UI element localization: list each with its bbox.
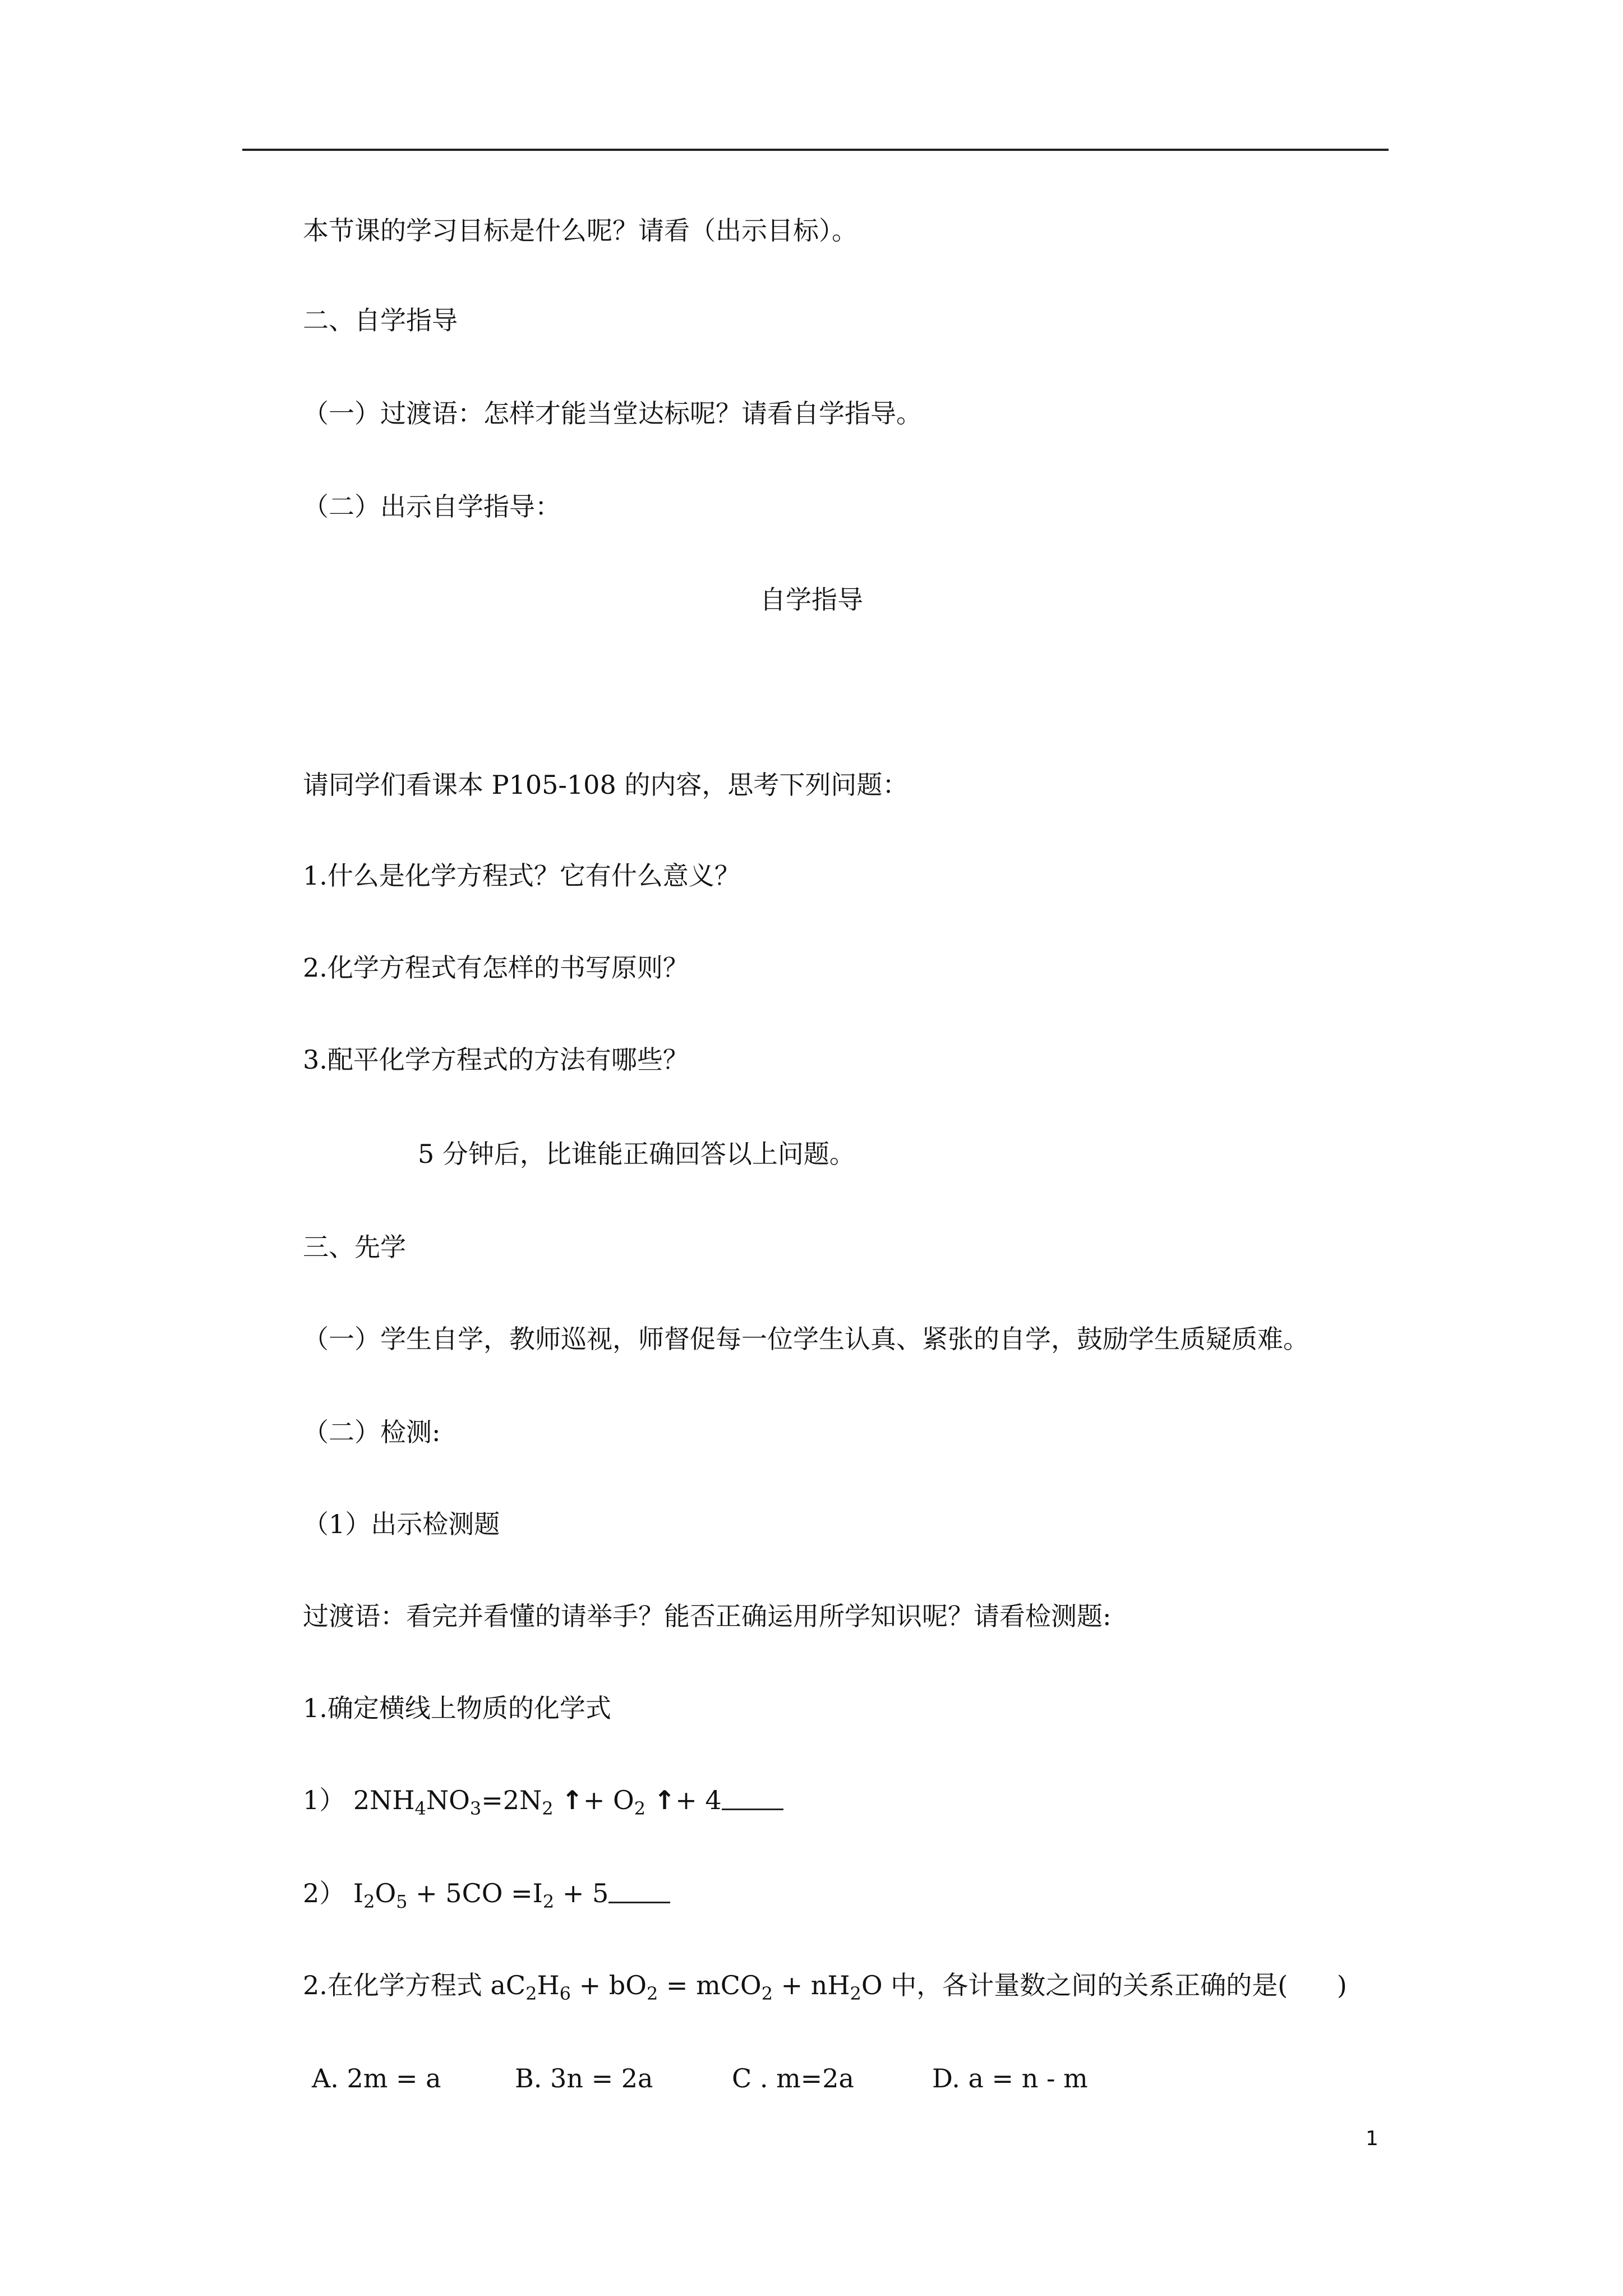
option-b: B. 3n = 2a [515, 2063, 653, 2093]
line-transition-1: （一）过渡语：怎样才能当堂达标呢？请看自学指导。 [303, 398, 922, 429]
exercise-2-question: 2.在化学方程式 $aC_2H_6 + bO_2 = mCO_2 + nH_2O$ 中，各计量数之间的关系正确的是( ) [303, 1970, 1347, 2004]
line-test: （二）检测: [303, 1417, 441, 1447]
guide-title: 自学指导 [760, 585, 863, 615]
equation-2: 2） $I_2O_5 + 5CO =I_2 + 5$ [303, 1880, 670, 1911]
up-arrow-icon: ↑ [561, 1785, 583, 1815]
line-read-textbook: 请同学们看课本 P105-108 的内容，思考下列问题： [303, 770, 909, 800]
answer-blank [608, 1881, 670, 1903]
line-show-test: （1）出示检测题 [303, 1509, 500, 1539]
up-arrow-icon: ↑ [653, 1785, 676, 1815]
line-five-minutes: 5 分钟后，比谁能正确回答以上问题。 [418, 1139, 855, 1169]
option-c: C . m=2a [732, 2063, 854, 2093]
question-1: 1.什么是化学方程式？它有什么意义？ [303, 861, 740, 891]
equation-1: 1） $2NH_4NO_3=2N_2$ ↑+ $O_2$ ↑+ 4 [303, 1787, 783, 1818]
exercise-1-title: 1.确定横线上物质的化学式 [303, 1693, 611, 1723]
answer-blank [722, 1788, 783, 1810]
question-3: 3.配平化学方程式的方法有哪些？ [303, 1045, 689, 1075]
line-student-self-study: （一）学生自学，教师巡视，师督促每一位学生认真、紧张的自学，鼓励学生质疑质难。 [303, 1324, 1309, 1354]
heading-self-study-guide: 二、自学指导 [303, 305, 458, 335]
option-d: D. a = n - m [932, 2063, 1088, 2093]
line-show-guide: （二）出示自学指导： [303, 491, 561, 522]
heading-learn-first: 三、先学 [303, 1232, 406, 1262]
header-rule [242, 149, 1389, 151]
page-number: 1 [1366, 2127, 1378, 2150]
line-transition-2: 过渡语：看完并看懂的请举手？能否正确运用所学知识呢？请看检测题: [303, 1601, 1112, 1631]
line-learning-goal: 本节课的学习目标是什么呢？请看（出示目标）。 [303, 215, 857, 246]
option-a: A. 2m = a [312, 2063, 441, 2093]
question-2: 2.化学方程式有怎样的书写原则？ [303, 953, 689, 983]
